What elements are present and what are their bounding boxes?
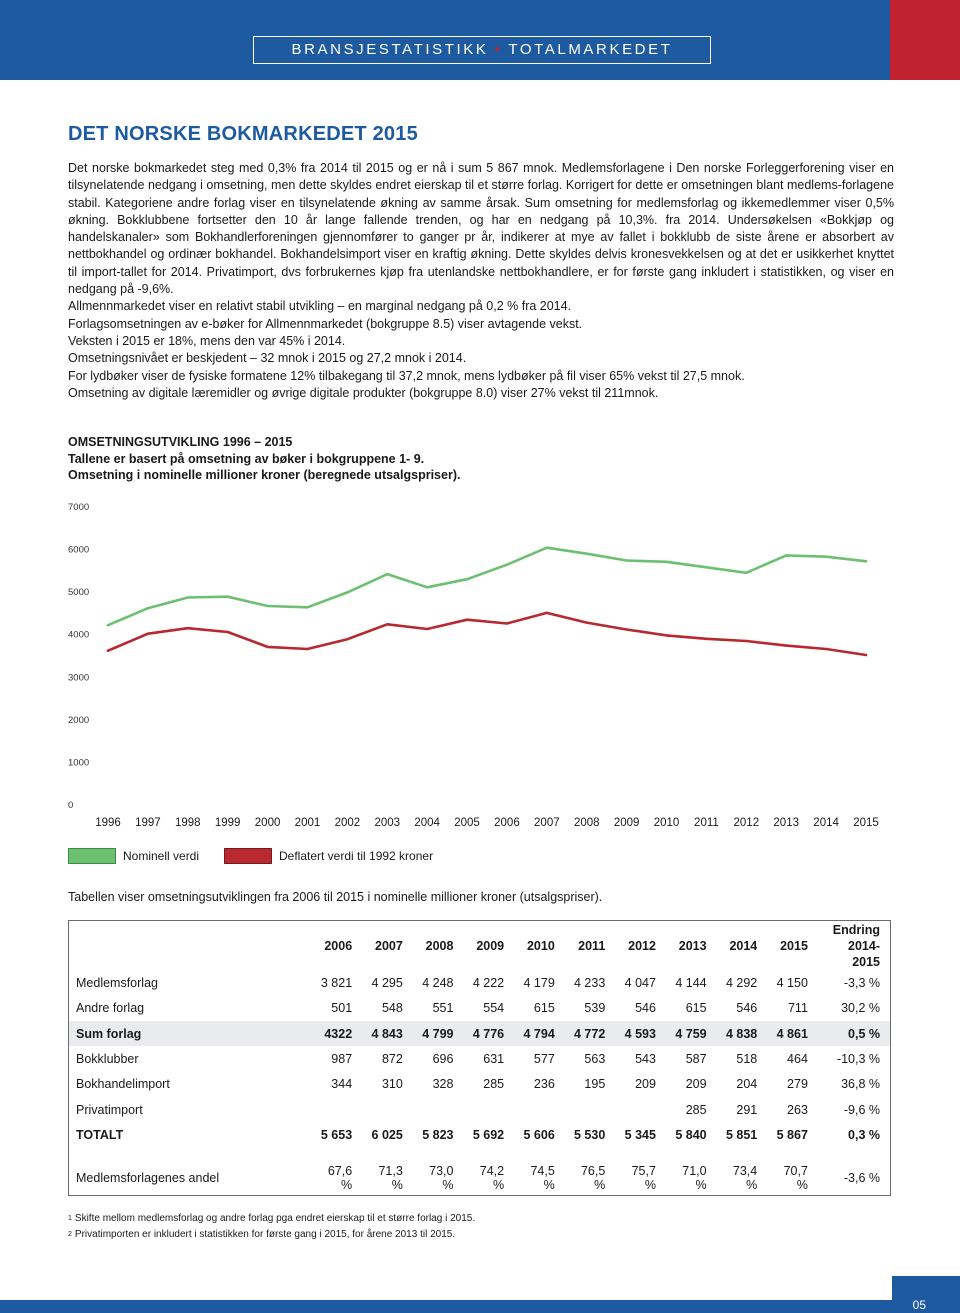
intro-text: [68, 160, 894, 402]
data-point: [785, 554, 787, 556]
table-cell: 4 047: [624, 976, 656, 991]
table-cell: 4 222: [472, 976, 505, 991]
x-tick-label: 2003: [374, 817, 401, 829]
table-cell: 554: [483, 1001, 505, 1016]
table-caption: Tabellen viser omsetningsutviklingen fra 2006 til 2015 i nominelle millioner kroner (utsalgspriser).: [68, 890, 603, 904]
y-tick-label: 0: [68, 800, 74, 811]
table-cell: 464: [787, 1052, 808, 1067]
data-point: [306, 648, 308, 650]
data-point: [625, 559, 627, 561]
section-label-left: BRANSJESTATISTIKK: [291, 41, 489, 58]
data-point: [825, 648, 827, 650]
table-cell: 4322: [309, 1021, 360, 1046]
x-tick-label: 1999: [214, 817, 241, 829]
table-cell-change: -9,6 %: [843, 1102, 880, 1117]
table-cell: 4 295: [371, 976, 403, 991]
legend-item-deflated: [224, 847, 433, 865]
chart-subheading: Omsetning i nominelle millioner kroner (beregnede utsalgspriser).: [68, 468, 461, 482]
x-tick-label: 1997: [135, 817, 161, 829]
table-header-year: 2011: [578, 938, 606, 953]
data-point: [466, 618, 468, 620]
x-tick-label: 2012: [733, 817, 760, 829]
table-header-year: 2012: [628, 938, 656, 953]
data-point: [226, 595, 228, 597]
table-cell: 696: [432, 1052, 454, 1067]
table-cell: 75,7 %: [631, 1164, 656, 1193]
section-label: [253, 36, 711, 64]
table-header-year: 2010: [526, 938, 555, 953]
data-point: [586, 552, 588, 554]
table-row: [69, 1021, 891, 1046]
x-tick-label: 2005: [454, 817, 480, 829]
table-cell: 76,5 %: [580, 1164, 606, 1193]
data-table: [68, 920, 891, 1196]
table-cell: 631: [483, 1052, 505, 1067]
x-tick-label: 2006: [494, 817, 520, 829]
data-point: [306, 606, 308, 608]
x-tick-label: 2000: [254, 817, 281, 829]
table-cell: 587: [685, 1052, 707, 1067]
footer-bar: [0, 1300, 892, 1313]
intro-paragraph: Veksten i 2015 er 18%, mens den var 45% i 2014.: [68, 333, 346, 348]
table-cell: 551: [432, 1001, 454, 1016]
data-point: [745, 640, 747, 642]
table-cell: 4 799: [410, 1021, 461, 1046]
table-cell: 872: [381, 1052, 403, 1067]
data-point: [226, 631, 228, 633]
table-cell: 4 794: [511, 1021, 562, 1046]
x-tick-label: 1998: [174, 817, 201, 829]
data-point: [386, 623, 388, 625]
table-cell: 563: [584, 1052, 606, 1067]
table-cell: 615: [685, 1001, 707, 1016]
table-row: [69, 1122, 891, 1147]
footnotes: [68, 1211, 475, 1243]
data-point: [346, 591, 348, 593]
table-cell: 539: [584, 1001, 606, 1016]
table-cell: 518: [736, 1052, 758, 1067]
table-cell: 577: [533, 1052, 555, 1067]
table-header-year: 2014: [729, 938, 758, 953]
table-row: [69, 996, 891, 1021]
table-cell: 209: [685, 1077, 707, 1092]
table-cell: 711: [787, 1001, 808, 1016]
x-tick-label: 2015: [853, 817, 879, 829]
footnote: [68, 1227, 475, 1243]
table-spacer-row: [69, 1148, 891, 1162]
table-row-label: Sum forlag: [69, 1021, 309, 1046]
x-tick-label: 2001: [294, 817, 321, 829]
legend-swatch-nominal: [68, 848, 116, 864]
table-header-year: 2007: [375, 938, 403, 953]
table-cell: 4 248: [422, 976, 454, 991]
table-cell: [460, 1097, 511, 1122]
data-point: [745, 572, 747, 574]
table-header-empty: [69, 921, 309, 971]
data-point: [147, 607, 149, 609]
footnote-mark: 1: [68, 1215, 72, 1222]
intro-paragraph: Det norske bokmarkedet steg med 0,3% fra 2014 til 2015 og er nå i sum 5 867 mnok. Medlemsforlagene i Den norske Forleggerforening viser en tilsynelatende nedgang i omsetning, men dette skyldes endret eierskap til et større forlag. Korrigert for dette er omsetningen blant medlems-forlagene stabil. Kategoriene andre forlag viser en tilsynelatende økning av samme årsak. Sum omsetning for medlemsforlag og ikkemedlemmer viser 0,5% økning. Bokklubbene fortsetter den 10 år lange fallende trenden, og har en nedgang på 10,3%. fra 2014. Undersøkelsen «Bokkjøp og handelskanaler» som Bokhandlerforeningen gjennomfører to ganger pr år, indikerer at mye av fallet i bokklubb de siste årene er absorbert av nettbokhandel og ordinær bokhandel. Bokhandelsimport viser en kraftig økning. Dette skyldes delvis kronesvekkelsen og at det er usikkerhet knyttet til import-tallet for 2014. Privatimport, dvs forbrukernes kjøp fra utenlandske nettbokhandlere, er for første gang inkludert i statistikken, og viser en nedgang på -9,6%.: [68, 161, 894, 297]
data-point: [705, 638, 707, 640]
table-cell: 615: [533, 1001, 555, 1016]
table-cell: 71,3 %: [378, 1164, 403, 1193]
table-header-row: [69, 921, 891, 971]
data-point: [825, 555, 827, 557]
data-point: [665, 561, 667, 563]
table-row: [69, 1046, 891, 1071]
page-title: DET NORSKE BOKMARKEDET 2015: [68, 123, 418, 145]
table-row-label: Andre forlag: [76, 1001, 145, 1016]
footnote-text: Privatimporten er inkludert i statistikken for første gang i 2015, for årene 2013 til 2015.: [74, 1229, 456, 1240]
table-row-label: Bokhandelimport: [76, 1077, 170, 1092]
table-row: [69, 1072, 891, 1097]
y-tick-label: 1000: [68, 757, 90, 769]
table-cell: 5 530: [574, 1127, 606, 1142]
chart-subheading: Tallene er basert på omsetning av bøker i bokgruppene 1- 9.: [68, 451, 425, 466]
table-cell: [511, 1097, 562, 1122]
table-row: [69, 971, 891, 996]
intro-paragraph: For lydbøker viser de fysiske formatene 12% tilbakegang til 37,2 mnok, mens lydbøker på fil viser 65% vekst til 27,5 mnok.: [68, 368, 745, 383]
table-header-change-line1: Endring: [832, 922, 880, 937]
table-cell: 204: [736, 1077, 758, 1092]
table-cell: 344: [331, 1077, 353, 1092]
table-cell: 5 823: [422, 1127, 454, 1142]
chart-heading: OMSETNINGSUTVIKLING 1996 – 2015: [68, 435, 293, 449]
table-cell: 4 759: [663, 1021, 714, 1046]
table-cell: 71,0 %: [682, 1164, 707, 1193]
table-cell-change: 0,5 %: [815, 1021, 891, 1046]
x-tick-label: 2008: [573, 817, 600, 829]
x-tick-label: 2014: [813, 817, 839, 829]
y-tick-label: 6000: [68, 544, 90, 556]
table-cell: 501: [331, 1001, 353, 1016]
table-cell: [612, 1097, 663, 1122]
data-point: [107, 624, 109, 626]
series-line-nominal: [108, 548, 866, 626]
x-tick-label: 2011: [694, 817, 719, 829]
table-cell-change: 30,2 %: [841, 1001, 880, 1016]
data-point: [546, 612, 548, 614]
y-tick-label: 4000: [68, 629, 90, 641]
table-cell: 74,5 %: [530, 1164, 555, 1193]
data-point: [586, 621, 588, 623]
x-tick-label: 2007: [534, 817, 560, 829]
table-cell: [410, 1097, 461, 1122]
table-cell: 291: [736, 1102, 758, 1117]
line-chart: [60, 496, 890, 836]
table-header-year: 2008: [425, 938, 454, 953]
data-point: [665, 634, 667, 636]
y-tick-label: 3000: [68, 672, 90, 684]
data-point: [107, 650, 109, 652]
y-tick-label: 5000: [68, 587, 90, 599]
data-point: [346, 638, 348, 640]
table-cell-change: -3,3 %: [843, 976, 880, 991]
table-cell: 4 593: [612, 1021, 663, 1046]
table-cell: [359, 1097, 410, 1122]
table-cell: [562, 1097, 613, 1122]
data-point: [865, 654, 867, 656]
table-cell: 4 292: [725, 976, 758, 991]
table-cell: 67,6 %: [327, 1164, 353, 1193]
data-point: [426, 628, 428, 630]
table-cell: 328: [432, 1077, 454, 1092]
intro-paragraph: Forlagsomsetningen av e-bøker for Allmennmarkedet (bokgruppe 8.5) viser avtagende vekst.: [68, 316, 583, 331]
table-cell: 548: [381, 1001, 403, 1016]
x-tick-label: 2010: [653, 817, 680, 829]
table-cell: 310: [381, 1077, 403, 1092]
table-cell: 195: [584, 1077, 606, 1092]
table-header-year: 2006: [324, 938, 353, 953]
table-cell: 4 843: [359, 1021, 410, 1046]
table-cell: 4 179: [523, 976, 555, 991]
table-header-change-line2: 2014-2015: [848, 938, 880, 969]
table-body: [69, 971, 891, 1196]
table-row: [69, 1097, 891, 1122]
data-point: [865, 560, 867, 562]
table-header-year: 2013: [678, 938, 707, 953]
table-cell: 5 345: [624, 1127, 656, 1142]
table-cell: 5 606: [523, 1127, 555, 1142]
table-cell: [309, 1097, 360, 1122]
footnote: [68, 1211, 475, 1227]
table-cell: 285: [483, 1077, 505, 1092]
table-cell: 4 150: [776, 976, 808, 991]
table-cell: 5 867: [776, 1127, 808, 1142]
table-cell: 546: [736, 1001, 758, 1016]
table-cell: 543: [635, 1052, 656, 1067]
legend-item-nominal: [68, 847, 199, 865]
table-row-label: Bokklubber: [76, 1052, 139, 1067]
table-cell: 236: [533, 1077, 555, 1092]
table-cell: 5 653: [320, 1127, 353, 1142]
footnote-mark: 2: [68, 1231, 72, 1238]
x-tick-label: 2004: [414, 817, 440, 829]
y-tick-label: 7000: [68, 502, 90, 513]
x-tick-label: 2009: [613, 817, 640, 829]
table-row-label: Medlemsforlagenes andel: [76, 1171, 220, 1186]
intro-paragraph: Omsetning av digitale læremidler og øvrige digitale produkter (bokgruppe 8.0) viser 27% vekst til 211mnok.: [68, 385, 659, 400]
table-cell: 73,4 %: [732, 1164, 758, 1193]
table-cell: 74,2 %: [479, 1164, 505, 1193]
table-cell: 279: [787, 1077, 808, 1092]
data-point: [426, 586, 428, 588]
page-number: 05: [892, 1276, 960, 1313]
table-row: [69, 1162, 891, 1196]
data-point: [187, 627, 189, 629]
table-header-year: 2009: [476, 938, 505, 953]
data-point: [785, 644, 787, 646]
table-cell: 5 840: [675, 1127, 707, 1142]
data-point: [466, 578, 468, 580]
table-cell: 546: [635, 1001, 656, 1016]
data-point: [386, 573, 388, 575]
separator-dot: •: [494, 41, 503, 58]
table-row-label: Privatimport: [76, 1102, 143, 1117]
table-cell: 4 144: [675, 976, 707, 991]
y-tick-label: 2000: [68, 714, 90, 726]
data-point: [506, 564, 508, 566]
intro-paragraph: Allmennmarkedet viser en relativt stabil utvikling – en marginal nedgang på 0,2 % fra 2014.: [68, 299, 572, 314]
legend-label-nominal: Nominell verdi: [123, 849, 200, 863]
table-cell-change: 36,8 %: [841, 1077, 880, 1092]
table-cell: 987: [331, 1052, 353, 1067]
data-point: [625, 628, 627, 630]
data-point: [187, 596, 189, 598]
table-header-change: [815, 921, 891, 971]
x-tick-label: 2002: [334, 817, 361, 829]
x-tick-label: 1996: [95, 817, 121, 829]
table-cell: 4 776: [460, 1021, 511, 1046]
data-point: [546, 547, 548, 549]
table-cell-change: -3,6 %: [843, 1171, 880, 1186]
intro-paragraph: Omsetningsnivået er beskjedent – 32 mnok i 2015 og 27,2 mnok i 2014.: [68, 351, 467, 366]
table-cell: 209: [635, 1077, 656, 1092]
table-cell: 4 772: [562, 1021, 613, 1046]
table-cell: 285: [685, 1102, 707, 1117]
table-cell: 5 692: [472, 1127, 505, 1142]
table-cell: 4 838: [714, 1021, 765, 1046]
legend-label-deflated: Deflatert verdi til 1992 kroner: [279, 849, 434, 863]
series-line-deflated: [108, 613, 866, 655]
table-row-label: TOTALT: [76, 1127, 124, 1142]
table-cell-change: -10,3 %: [836, 1052, 880, 1067]
table-row-label: Medlemsforlag: [76, 976, 158, 991]
table-cell-change: 0,3 %: [848, 1127, 880, 1142]
table-cell: 4 233: [574, 976, 606, 991]
table-cell: 4 861: [764, 1021, 815, 1046]
table-header-year: 2015: [780, 938, 808, 953]
header-red-block: [890, 0, 960, 80]
table-cell: 73,0 %: [429, 1164, 454, 1193]
footnote-text: Skifte mellom medlemsforlag og andre forlag pga endret eierskap til et større forlag i 2015.: [74, 1213, 476, 1224]
data-point: [266, 646, 268, 648]
table-cell: 70,7 %: [783, 1164, 808, 1193]
data-point: [147, 633, 149, 635]
chart-heading-block: [68, 434, 460, 484]
table-cell: 5 851: [725, 1127, 758, 1142]
data-point: [266, 605, 268, 607]
table-cell: 6 025: [371, 1127, 403, 1142]
table-cell: 263: [787, 1102, 808, 1117]
legend-swatch-deflated: [224, 848, 272, 864]
data-point: [705, 566, 707, 568]
section-label-right: TOTALMARKEDET: [508, 41, 673, 58]
data-point: [506, 622, 508, 624]
table-cell: 3 821: [320, 976, 353, 991]
table-spacer-cell: [69, 1148, 891, 1162]
x-tick-label: 2013: [773, 817, 800, 829]
